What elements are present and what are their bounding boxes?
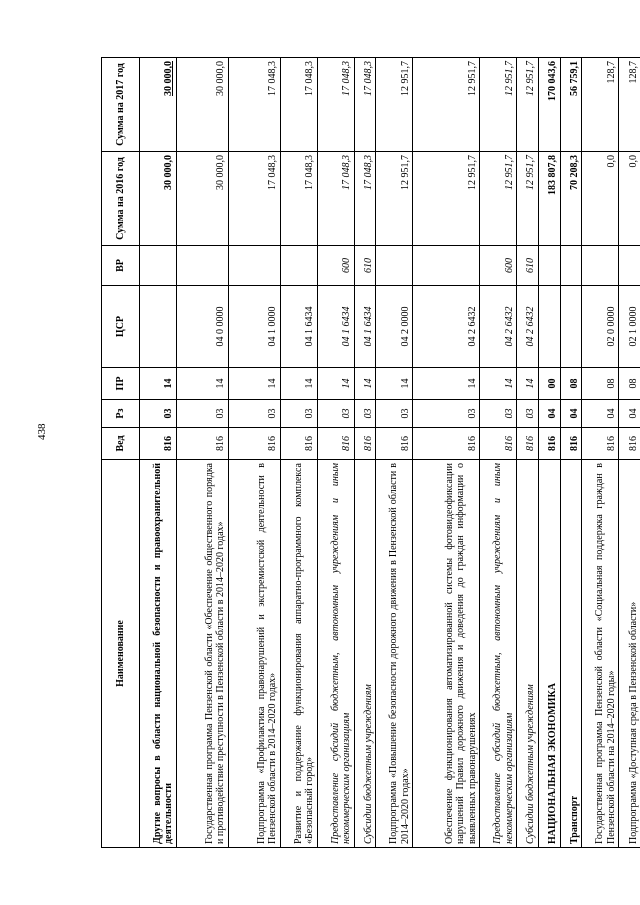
row-vr xyxy=(619,246,640,286)
row-pr: 14 xyxy=(376,368,413,400)
row-vr xyxy=(280,246,317,286)
row-name: Субсидии бюджетным учреждениям xyxy=(517,460,539,848)
table-row xyxy=(582,58,619,848)
row-ved: 816 xyxy=(228,428,280,460)
table-row xyxy=(376,58,413,848)
row-ved: 816 xyxy=(280,428,317,460)
row-ved: 816 xyxy=(560,428,582,460)
row-ved: 816 xyxy=(354,428,376,460)
row-sum-2017: 17 048,3 xyxy=(354,58,376,152)
row-vr xyxy=(140,246,177,286)
row-pr: 14 xyxy=(228,368,280,400)
row-csr: 04 1 6434 xyxy=(280,286,317,368)
table-row xyxy=(538,58,560,848)
row-vr xyxy=(176,246,228,286)
row-pr: 14 xyxy=(140,368,177,400)
row-sum-2017: 128,7 xyxy=(582,58,619,152)
row-sum-2017: 12 951,7 xyxy=(376,58,413,152)
row-name: Другие вопросы в области национальной безопасности и правоохранительной деятельности xyxy=(140,460,177,848)
row-sum-2017: 30 000,0 xyxy=(176,58,228,152)
row-sum-2016: 17 048,3 xyxy=(280,152,317,246)
row-ved: 816 xyxy=(376,428,413,460)
table-row xyxy=(413,58,480,848)
row-sum-2016: 12 951,7 xyxy=(376,152,413,246)
row-name: Предоставление субсидий бюджетным, автономным учреждениям и иным некоммерческим организациям xyxy=(317,460,354,848)
row-rz: 03 xyxy=(317,400,354,428)
row-ved: 816 xyxy=(619,428,640,460)
row-sum-2017: 12 951,7 xyxy=(413,58,480,152)
row-vr xyxy=(560,246,582,286)
row-rz: 04 xyxy=(560,400,582,428)
row-pr: 14 xyxy=(176,368,228,400)
row-csr: 04 0 0000 xyxy=(176,286,228,368)
row-rz: 03 xyxy=(480,400,517,428)
row-rz: 03 xyxy=(140,400,177,428)
row-ved: 816 xyxy=(582,428,619,460)
row-csr xyxy=(538,286,560,368)
row-pr: 14 xyxy=(517,368,539,400)
row-name: Подпрограмма «Доступная среда в Пензенской области» xyxy=(619,460,640,848)
row-vr xyxy=(413,246,480,286)
row-sum-2017: 12 951,7 xyxy=(517,58,539,152)
row-pr: 00 xyxy=(538,368,560,400)
row-sum-2016: 17 048,3 xyxy=(228,152,280,246)
row-vr: 610 xyxy=(354,246,376,286)
row-sum-2016: 12 951,7 xyxy=(480,152,517,246)
row-csr xyxy=(560,286,582,368)
row-sum-2017: 17 048,3 xyxy=(228,58,280,152)
header-ved: Вед xyxy=(102,428,140,460)
row-csr xyxy=(140,286,177,368)
table-row xyxy=(280,58,317,848)
row-rz: 03 xyxy=(280,400,317,428)
row-sum-2017: 30 000,0 xyxy=(140,58,177,152)
row-ved: 816 xyxy=(413,428,480,460)
row-name: Государственная программа Пензенской области «Социальная поддержка граждан в Пензенской области на 2014–2020 годы» xyxy=(582,460,619,848)
row-name: Субсидии бюджетным учреждениям xyxy=(354,460,376,848)
row-pr: 08 xyxy=(619,368,640,400)
header-vr: ВР xyxy=(102,246,140,286)
row-ved: 816 xyxy=(517,428,539,460)
row-vr: 600 xyxy=(317,246,354,286)
row-rz: 04 xyxy=(582,400,619,428)
row-sum-2017: 12 951,7 xyxy=(480,58,517,152)
row-sum-2016: 17 048,3 xyxy=(317,152,354,246)
header-pr: ПР xyxy=(102,368,140,400)
row-vr xyxy=(228,246,280,286)
row-name: Развитие и поддержание функционирования аппаратно-программного комплекса «Безопасный город» xyxy=(280,460,317,848)
row-name: НАЦИОНАЛЬНАЯ ЭКОНОМИКА xyxy=(538,460,560,848)
row-pr: 14 xyxy=(317,368,354,400)
row-pr: 14 xyxy=(354,368,376,400)
row-ved: 816 xyxy=(140,428,177,460)
table-row xyxy=(228,58,280,848)
row-vr: 600 xyxy=(480,246,517,286)
table-row xyxy=(317,58,354,848)
row-ved: 816 xyxy=(538,428,560,460)
row-name: Предоставление субсидий бюджетным, автономным учреждениям и иным некоммерческим организациям xyxy=(480,460,517,848)
row-ved: 816 xyxy=(480,428,517,460)
row-sum-2017: 128,7 xyxy=(619,58,640,152)
row-sum-2016: 12 951,7 xyxy=(413,152,480,246)
row-rz: 03 xyxy=(354,400,376,428)
row-csr: 04 2 6432 xyxy=(480,286,517,368)
row-csr: 02 0 0000 xyxy=(582,286,619,368)
row-sum-2016: 17 048,3 xyxy=(354,152,376,246)
row-sum-2017: 17 048,3 xyxy=(280,58,317,152)
row-sum-2016: 30 000,0 xyxy=(176,152,228,246)
table-row xyxy=(176,58,228,848)
row-sum-2016: 0,0 xyxy=(619,152,640,246)
table-row xyxy=(140,58,177,848)
row-sum-2017: 17 048,3 xyxy=(317,58,354,152)
row-sum-2017: 170 043,6 xyxy=(538,58,560,152)
row-rz: 03 xyxy=(176,400,228,428)
row-sum-2016: 0,0 xyxy=(582,152,619,246)
row-rz: 04 xyxy=(619,400,640,428)
budget-table xyxy=(101,57,640,848)
row-csr: 04 2 0000 xyxy=(376,286,413,368)
table-row xyxy=(354,58,376,848)
row-ved: 816 xyxy=(317,428,354,460)
table-header-row xyxy=(102,58,140,848)
row-name: Подпрограмма «Профилактика правонарушений и экстремистской деятельности в Пензенской области в 2014–2020 годах» xyxy=(228,460,280,848)
row-name: Государственная программа Пензенской области «Обеспечение общественного порядка и противодействие преступности в Пензенской области в 2014–2020 годах» xyxy=(176,460,228,848)
row-csr: 04 1 6434 xyxy=(354,286,376,368)
table-row xyxy=(517,58,539,848)
row-rz: 03 xyxy=(517,400,539,428)
row-pr: 08 xyxy=(582,368,619,400)
row-csr: 04 1 6434 xyxy=(317,286,354,368)
row-sum-2017: 56 759,1 xyxy=(560,58,582,152)
header-sum-2016: Сумма на 2016 год xyxy=(102,152,140,246)
header-name: Наименование xyxy=(102,460,140,848)
table-row xyxy=(560,58,582,848)
row-vr xyxy=(582,246,619,286)
header-sum-2017: Сумма на 2017 год xyxy=(102,58,140,152)
row-pr: 14 xyxy=(480,368,517,400)
row-rz: 03 xyxy=(376,400,413,428)
row-name: Транспорт xyxy=(560,460,582,848)
row-sum-2016: 12 951,7 xyxy=(517,152,539,246)
header-rz: Рз xyxy=(102,400,140,428)
row-pr: 08 xyxy=(560,368,582,400)
row-csr: 02 1 0000 xyxy=(619,286,640,368)
rotated-page xyxy=(101,58,640,848)
row-sum-2016: 183 807,8 xyxy=(538,152,560,246)
row-rz: 04 xyxy=(538,400,560,428)
row-vr xyxy=(376,246,413,286)
page-number: 438 xyxy=(36,423,48,440)
header-csr: ЦСР xyxy=(102,286,140,368)
row-vr: 610 xyxy=(517,246,539,286)
table-row xyxy=(480,58,517,848)
row-csr: 04 2 6432 xyxy=(517,286,539,368)
row-pr: 14 xyxy=(280,368,317,400)
row-sum-2016: 30 000,0 xyxy=(140,152,177,246)
row-name: Обеспечение функционирования автоматизированной системы фотовидеофиксации нарушений Правил дорожного движения и доведения до граждан информации о выявленных правонарушениях xyxy=(413,460,480,848)
row-sum-2016: 70 208,3 xyxy=(560,152,582,246)
row-csr: 04 2 6432 xyxy=(413,286,480,368)
row-vr xyxy=(538,246,560,286)
row-csr: 04 1 0000 xyxy=(228,286,280,368)
row-rz: 03 xyxy=(228,400,280,428)
row-rz: 03 xyxy=(413,400,480,428)
table-row xyxy=(619,58,640,848)
row-name: Подпрограмма «Повышение безопасности дорожного движения в Пензенской области в 2014–2020 годах» xyxy=(376,460,413,848)
row-pr: 14 xyxy=(413,368,480,400)
row-ved: 816 xyxy=(176,428,228,460)
